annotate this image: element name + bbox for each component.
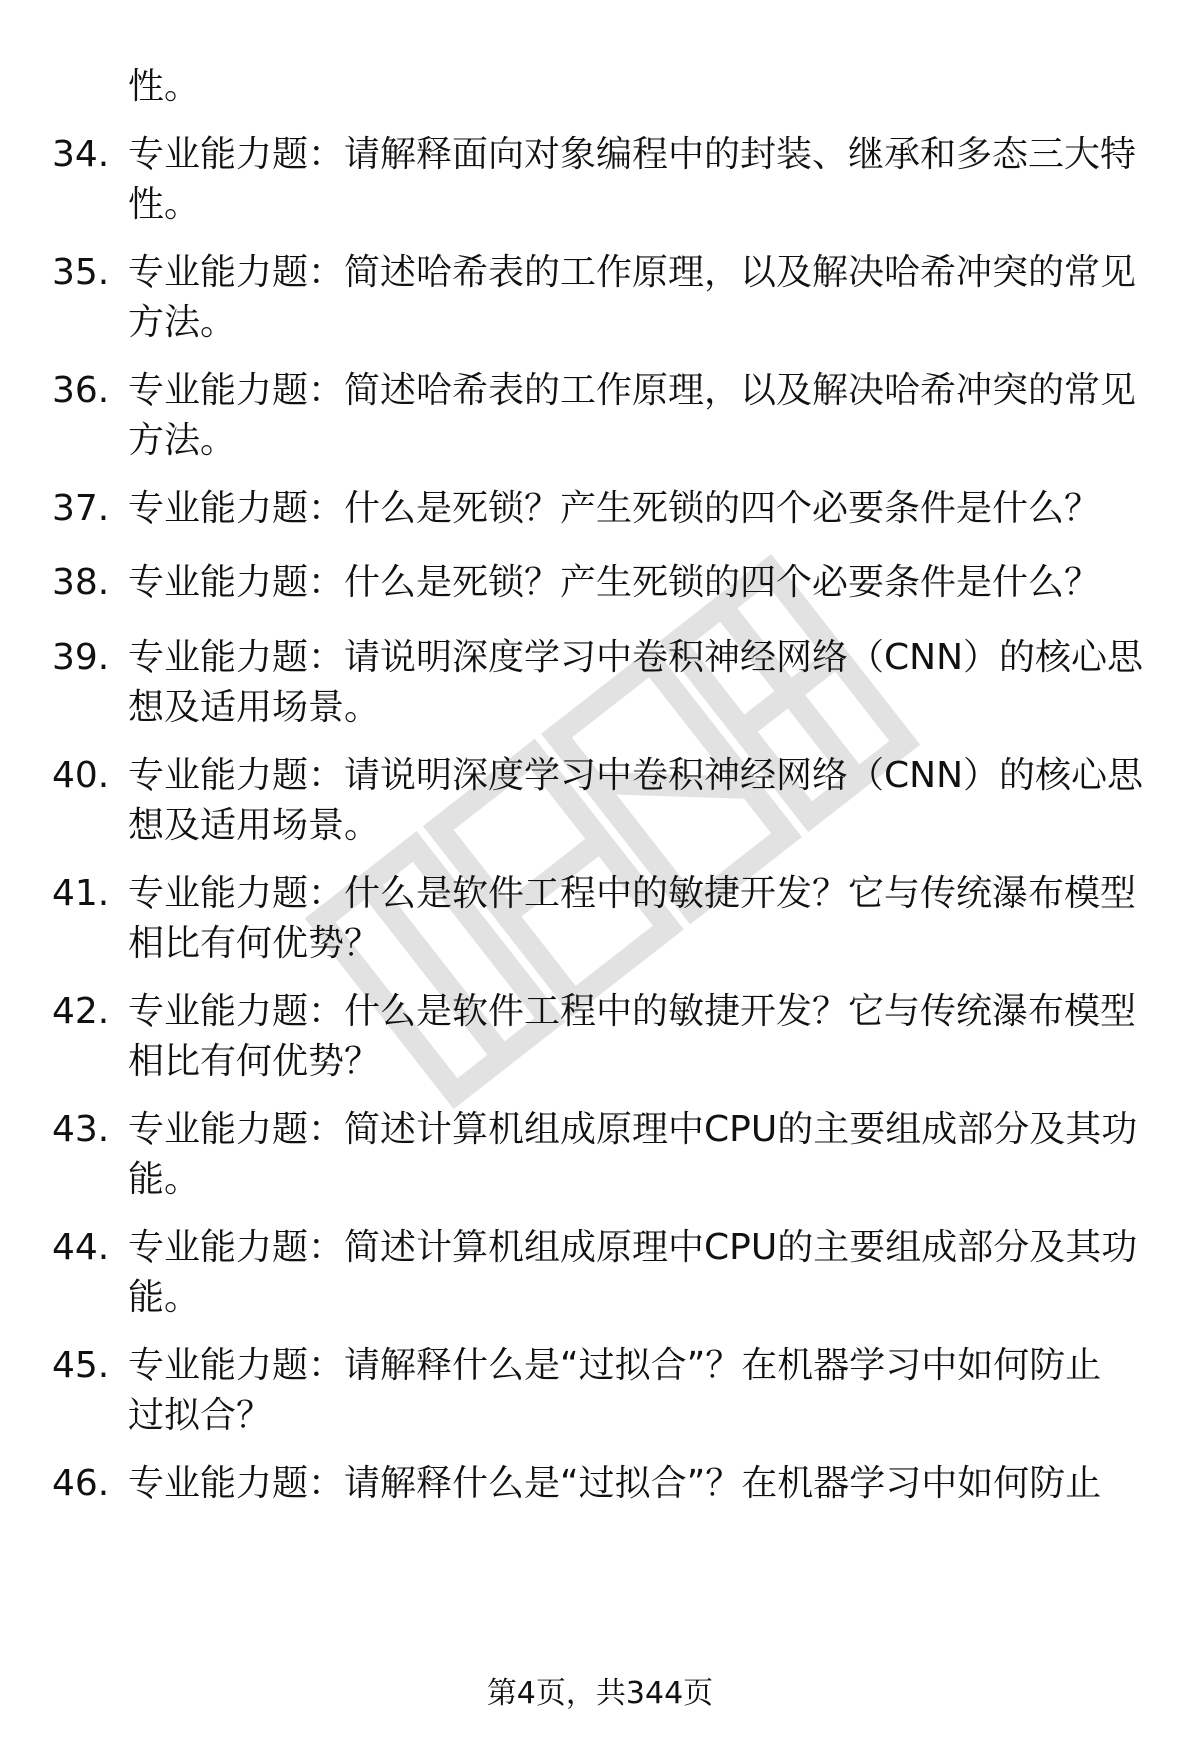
question-text: 专业能力题：请说明深度学习中卷积神经网络（CNN）的核心思 — [128, 637, 1143, 678]
question-number: 46. — [52, 1463, 110, 1504]
question-text-continued: 相比有何优势？ — [128, 923, 381, 964]
question-text-continued: 方法。 — [128, 420, 237, 461]
question-text-continued: 性。 — [128, 184, 201, 225]
question-text-continued: 能。 — [128, 1277, 201, 1318]
question-text-continued: 相比有何优势？ — [128, 1041, 381, 1082]
question-text: 专业能力题：简述计算机组成原理中CPU的主要组成部分及其功 — [128, 1227, 1138, 1268]
question-number: 45. — [52, 1345, 110, 1386]
question-text: 专业能力题：简述计算机组成原理中CPU的主要组成部分及其功 — [128, 1109, 1138, 1150]
question-number: 36. — [52, 370, 110, 411]
question-text: 专业能力题：请解释面向对象编程中的封装、继承和多态三大特 — [128, 134, 1137, 175]
question-text-continued: 能。 — [128, 1159, 201, 1200]
question-text: 专业能力题：什么是软件工程中的敏捷开发？它与传统瀑布模型 — [128, 991, 1137, 1032]
question-number: 37. — [52, 488, 110, 529]
question-text: 专业能力题：请解释什么是“过拟合”？在机器学习中如何防止 — [128, 1463, 1102, 1504]
question-number: 34. — [52, 134, 110, 175]
question-number: 40. — [52, 755, 110, 796]
question-text-continued: 方法。 — [128, 302, 237, 343]
question-text: 专业能力题：什么是软件工程中的敏捷开发？它与传统瀑布模型 — [128, 873, 1137, 914]
question-number: 39. — [52, 637, 110, 678]
question-number: 44. — [52, 1227, 110, 1268]
question-text: 专业能力题：请说明深度学习中卷积神经网络（CNN）的核心思 — [128, 755, 1143, 796]
continuation-text: 性。 — [128, 66, 201, 107]
question-text-continued: 想及适用场景。 — [128, 805, 381, 846]
question-text: 专业能力题：简述哈希表的工作原理，以及解决哈希冲突的常见 — [128, 252, 1137, 293]
question-text-continued: 过拟合？ — [128, 1395, 273, 1436]
question-text-continued: 想及适用场景。 — [128, 687, 381, 728]
question-text: 专业能力题：请解释什么是“过拟合”？在机器学习中如何防止 — [128, 1345, 1102, 1386]
question-text: 专业能力题：什么是死锁？产生死锁的四个必要条件是什么？ — [128, 488, 1101, 529]
question-number: 43. — [52, 1109, 110, 1150]
question-number: 35. — [52, 252, 110, 293]
question-text: 专业能力题：什么是死锁？产生死锁的四个必要条件是什么？ — [128, 562, 1101, 603]
question-number: 41. — [52, 873, 110, 914]
question-text: 专业能力题：简述哈希表的工作原理，以及解决哈希冲突的常见 — [128, 370, 1137, 411]
page-footer: 第4页，共344页 — [486, 1676, 714, 1711]
question-number: 38. — [52, 562, 110, 603]
question-number: 42. — [52, 991, 110, 1032]
